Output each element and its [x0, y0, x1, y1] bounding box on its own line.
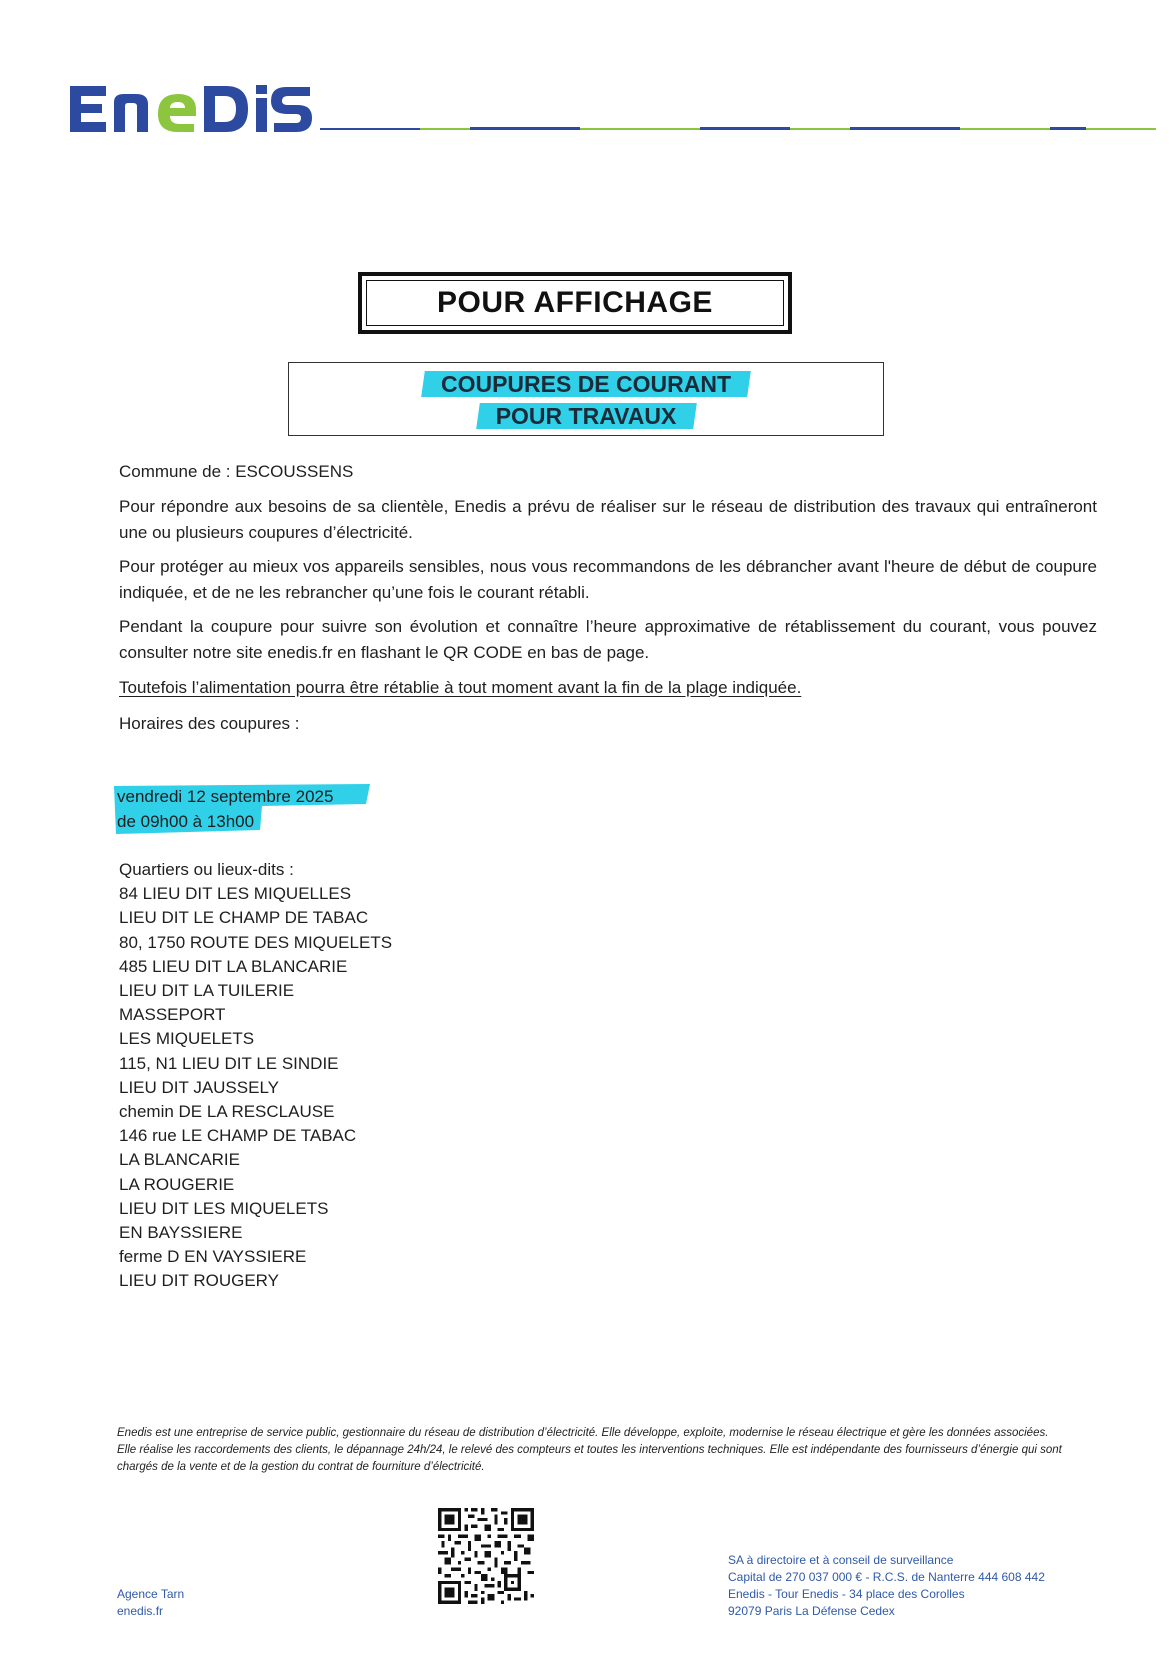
list-item: MASSEPORT: [119, 1005, 226, 1025]
quartiers-label: Quartiers ou lieux-dits :: [119, 860, 294, 879]
paragraph-appareils: Pour protéger au mieux vos appareils sensibles, nous vous recommandons de les débrancher avant l'heure de début de coupure indiquée, et de ne les rebrancher qu’une fois le courant rétabli.: [119, 557, 1097, 602]
pour-affichage-title: POUR AFFICHAGE: [437, 286, 713, 319]
list-item: LES MIQUELETS: [119, 1029, 255, 1049]
schedule-block: [117, 784, 333, 834]
commune-line: Commune de : ESCOUSSENS: [119, 462, 354, 481]
list-item: 146 rue LE CHAMP DE TABAC: [119, 1126, 357, 1146]
paragraph-retablissement: Toutefois l’alimentation pourra être rétablie à tout moment avant la fin de la plage indiquée.: [119, 678, 802, 697]
paragraph-besoins: Pour répondre aux besoins de sa clientèle, Enedis a prévu de réaliser sur le réseau de distribution des travaux qui entraîneront une ou plusieurs coupures d’électricité.: [119, 497, 1097, 542]
list-item: LIEU DIT LA TUILERIE: [119, 981, 295, 1001]
agence-info: [117, 1586, 184, 1620]
list-item: 80, 1750 ROUTE DES MIQUELETS: [119, 932, 393, 952]
list-item: LIEU DIT JAUSSELY: [119, 1077, 279, 1097]
list-item: LIEU DIT LE CHAMP DE TABAC: [119, 908, 369, 928]
list-item: 485 LIEU DIT LA BLANCARIE: [119, 956, 348, 976]
coupures-title-line2: POUR TRAVAUX: [478, 400, 695, 432]
list-item: ferme D EN VAYSSIERE: [119, 1247, 307, 1267]
quartiers-list: [119, 858, 392, 1294]
list-item: EN BAYSSIERE: [119, 1223, 243, 1243]
enedis-logo: [66, 80, 314, 138]
coupures-box: [288, 362, 884, 436]
list-item: LIEU DIT ROUGERY: [119, 1271, 279, 1291]
list-item: 115, N1 LIEU DIT LE SINDIE: [119, 1053, 339, 1073]
list-item: LA BLANCARIE: [119, 1150, 240, 1170]
footer-company-note: Enedis est une entreprise de service public, gestionnaire du réseau de distribution d’électricité. Elle développe, exploite, modernise le réseau électrique et gère les données associées. Elle réalise les raccordements des clients, le dépannage 24h/24, le relevé des compteurs et toutes les interventions techniques. Elle est indépendante des fournisseurs d’énergie qui sont chargés de la vente et de la gestion du contrat de fourniture d’électricité.: [117, 1427, 1062, 1473]
horaires-label: Horaires des coupures :: [119, 714, 300, 733]
list-item: LIEU DIT LES MIQUELETS: [119, 1198, 329, 1218]
list-item: chemin DE LA RESCLAUSE: [119, 1102, 335, 1122]
legal-line-4: 92079 Paris La Défense Cedex: [728, 1604, 895, 1618]
legal-line-1: SA à directoire et à conseil de surveillance: [728, 1553, 954, 1567]
agence-site-link[interactable]: enedis.fr: [117, 1604, 164, 1618]
schedule-date: vendredi 12 septembre 2025: [117, 787, 334, 806]
agence-name: Agence Tarn: [117, 1587, 185, 1601]
qr-code-icon[interactable]: [438, 1508, 534, 1604]
legal-info: [728, 1552, 1045, 1620]
paragraph-suivi: Pendant la coupure pour suivre son évolution et connaître l’heure approximative de rétablissement du courant, vous pouvez consulter notre site enedis.fr en flashant le QR CODE en bas de page.: [119, 617, 1097, 662]
list-item: LA ROUGERIE: [119, 1174, 235, 1194]
schedule-time: de 09h00 à 13h00: [117, 812, 255, 831]
legal-line-2: Capital de 270 037 000 € - R.C.S. de Nanterre 444 608 442: [728, 1570, 1045, 1584]
coupures-title-line1: COUPURES DE COURANT: [423, 368, 749, 400]
pour-affichage-box: [358, 272, 792, 334]
legal-line-3: Enedis - Tour Enedis - 34 place des Corolles: [728, 1587, 965, 1601]
header-rule: [320, 126, 1156, 132]
list-item: 84 LIEU DIT LES MIQUELLES: [119, 884, 352, 904]
